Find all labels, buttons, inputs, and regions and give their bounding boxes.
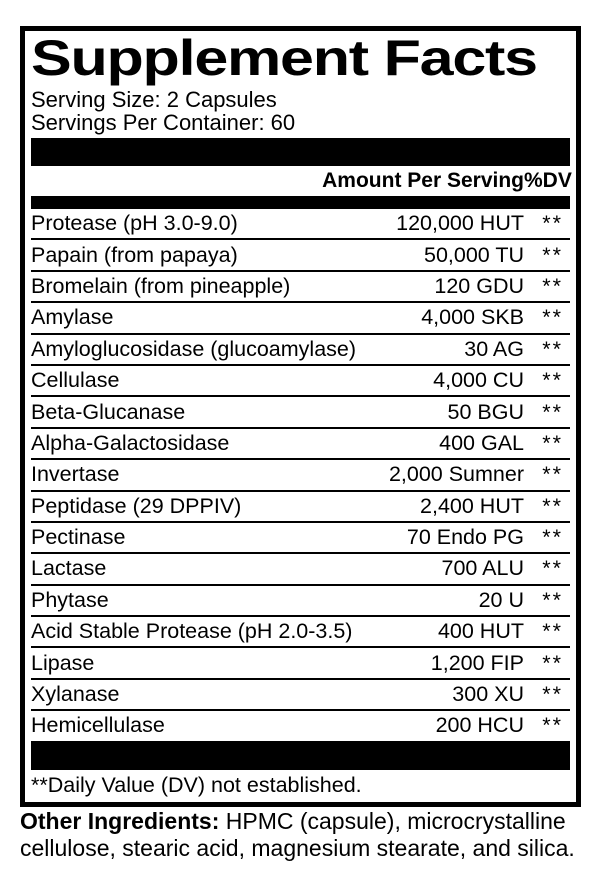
- ingredient-name: Invertase: [31, 462, 120, 487]
- ingredient-amount: 70 Endo PG: [406, 525, 524, 550]
- ingredient-dv: **: [542, 368, 563, 393]
- ingredient-name: Amyloglucosidase (glucoamylase): [31, 336, 357, 361]
- ingredient-amount: 200 HCU: [435, 713, 524, 738]
- ingredient-name: Cellulase: [31, 368, 120, 393]
- dv-footnote: **Daily Value (DV) not established.: [31, 772, 362, 797]
- ingredient-dv: **: [542, 493, 563, 518]
- other-ingredients-text: HPMC (capsule), microcrystalline cellulose, stearic acid, magnesium stearate, and silica.: [20, 808, 575, 861]
- ingredient-amount: 30 AG: [464, 336, 524, 361]
- table-row: [31, 364, 570, 395]
- ingredient-amount: 50,000 TU: [423, 242, 524, 267]
- ingredient-name: Bromelain (from pineapple): [31, 273, 291, 298]
- separator-bar-thick-top: [31, 138, 570, 166]
- ingredient-dv: **: [542, 430, 563, 455]
- ingredient-dv: **: [542, 619, 563, 644]
- ingredient-name: Xylanase: [31, 682, 120, 707]
- ingredient-dv: **: [542, 242, 563, 267]
- servings-per-container: Servings Per Container: 60: [31, 110, 296, 135]
- panel-title: Supplement Facts: [31, 30, 537, 86]
- ingredient-dv: **: [542, 336, 563, 361]
- table-row: [31, 709, 570, 740]
- ingredient-name: Acid Stable Protease (pH 2.0-3.5): [31, 619, 353, 644]
- ingredient-amount: 4,000 SKB: [421, 305, 524, 330]
- ingredient-amount: 120 GDU: [434, 273, 524, 298]
- table-row: [31, 395, 570, 426]
- ingredient-name: Protease (pH 3.0-9.0): [31, 211, 238, 236]
- ingredient-dv: **: [542, 525, 563, 550]
- ingredient-name: Lactase: [31, 556, 107, 581]
- ingredient-amount: 20 U: [478, 587, 524, 612]
- table-column-header: [31, 166, 570, 196]
- other-ingredients-label: Other Ingredients:: [20, 808, 220, 834]
- serving-info: [31, 88, 570, 134]
- table-row: [31, 552, 570, 583]
- ingredient-amount: 4,000 CU: [433, 368, 524, 393]
- ingredient-rows: [31, 209, 570, 741]
- ingredient-amount: 700 ALU: [441, 556, 524, 581]
- ingredient-dv: **: [542, 682, 563, 707]
- table-row: [31, 427, 570, 458]
- table-row: [31, 490, 570, 521]
- table-row: [31, 238, 570, 269]
- separator-bar-thick-bottom: [31, 741, 570, 770]
- ingredient-amount: 50 BGU: [447, 399, 524, 424]
- ingredient-dv: **: [542, 399, 563, 424]
- ingredient-dv: **: [542, 211, 563, 236]
- ingredient-dv: **: [542, 713, 563, 738]
- ingredient-dv: **: [542, 650, 563, 675]
- serving-size: Serving Size: 2 Capsules: [31, 87, 277, 112]
- ingredient-amount: 400 GAL: [439, 430, 524, 455]
- supplement-facts-panel: [20, 26, 581, 807]
- ingredient-amount: 300 XU: [452, 682, 524, 707]
- ingredient-dv: **: [542, 462, 563, 487]
- table-row: [31, 678, 570, 709]
- ingredient-amount: 2,400 HUT: [420, 493, 524, 518]
- ingredient-dv: **: [542, 305, 563, 330]
- table-row: [31, 270, 570, 301]
- ingredient-dv: **: [542, 587, 563, 612]
- table-row: [31, 301, 570, 332]
- table-row: [31, 646, 570, 677]
- ingredient-amount: 2,000 Sumner: [388, 462, 524, 487]
- table-row: [31, 615, 570, 646]
- amount-per-serving-header: Amount Per Serving: [322, 169, 524, 192]
- ingredient-name: Phytase: [31, 587, 109, 612]
- ingredient-name: Beta-Glucanase: [31, 399, 186, 424]
- ingredient-amount: 1,200 FIP: [430, 650, 524, 675]
- ingredient-amount: 120,000 HUT: [396, 211, 524, 236]
- percent-dv-header: %DV: [524, 169, 572, 192]
- table-row: [31, 209, 570, 238]
- ingredient-dv: **: [542, 273, 563, 298]
- table-row: [31, 521, 570, 552]
- ingredient-name: Pectinase: [31, 525, 126, 550]
- separator-bar-thin: [31, 196, 570, 209]
- ingredient-amount: 400 HUT: [437, 619, 524, 644]
- ingredient-dv: **: [542, 556, 563, 581]
- table-row: [31, 333, 570, 364]
- other-ingredients: [20, 808, 581, 862]
- ingredient-name: Amylase: [31, 305, 114, 330]
- ingredient-name: Peptidase (29 DPPIV): [31, 493, 242, 518]
- table-row: [31, 458, 570, 489]
- ingredient-name: Papain (from papaya): [31, 242, 238, 267]
- table-row: [31, 584, 570, 615]
- ingredient-name: Alpha-Galactosidase: [31, 430, 230, 455]
- ingredient-name: Hemicellulase: [31, 713, 165, 738]
- ingredient-name: Lipase: [31, 650, 95, 675]
